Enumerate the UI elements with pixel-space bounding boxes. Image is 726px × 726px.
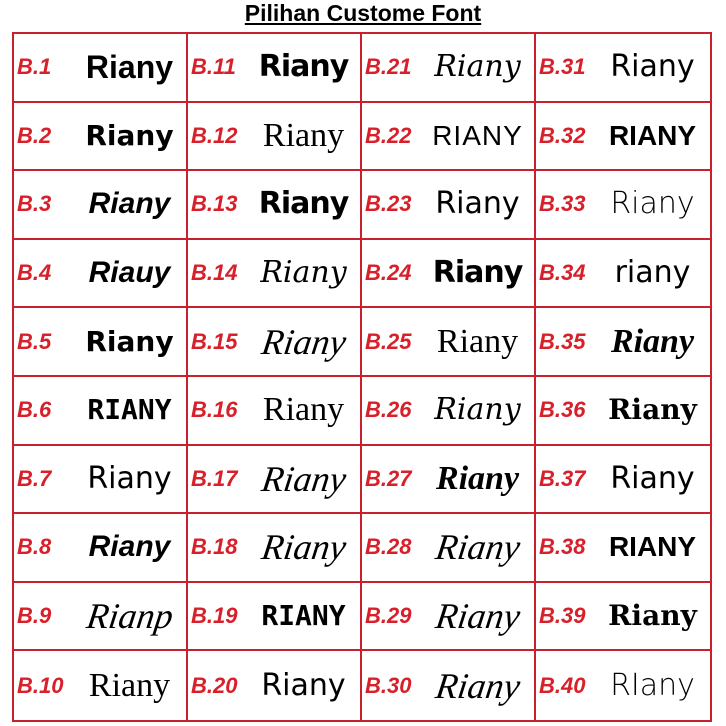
font-sample-glyphs: Rianp [83,596,176,637]
font-sample-text [77,258,186,288]
page-title [0,0,726,28]
font-sample-glyphs: Riany [610,322,695,360]
font-code-label: B.3 [17,191,52,217]
font-sample-glyphs: Riany [85,49,174,86]
font-sample-text [77,596,186,637]
font-option-cell [362,514,536,583]
font-code-label: B.29 [365,603,412,629]
font-sample-text [599,255,710,291]
font-option-cell [188,171,362,240]
font-sample-glyphs: Riany [608,599,697,633]
font-sample-text [599,186,710,222]
font-code-label: B.34 [539,260,586,286]
font-option-cell [14,651,188,720]
font-option-cell [536,583,710,652]
font-option-cell [362,308,536,377]
font-option-cell [14,34,188,103]
font-sample-text [251,458,360,499]
font-option-cell [14,514,188,583]
font-option-cell [14,583,188,652]
font-sample-text [77,324,186,358]
font-sample-glyphs: Riany [85,324,174,358]
font-sample-glyphs: Riany [434,392,521,428]
font-sample-text [77,189,186,219]
font-option-cell [14,308,188,377]
font-sample-glyphs: Riany [608,393,697,427]
font-code-label: B.39 [539,603,586,629]
font-sample-text [251,599,360,633]
font-sample-text [599,533,710,561]
font-sample-text [251,393,360,427]
font-sample-text [251,116,360,154]
font-option-cell [536,34,710,103]
font-code-label: B.28 [365,534,412,560]
font-sample-glyphs: Riany [610,186,695,222]
font-code-label: B.24 [365,260,412,286]
font-sample-glyphs: RIANY [87,393,172,427]
font-option-cell [536,514,710,583]
font-code-label: B.20 [191,672,238,698]
font-option-cell [536,103,710,172]
font-sample-glyphs: Riauy [88,256,171,290]
font-sample-glyphs: Riany [258,49,349,85]
font-code-label: B.35 [539,328,586,354]
font-sample-text [425,665,534,706]
font-code-label: B.9 [17,603,52,629]
font-option-cell [188,651,362,720]
font-option-cell [362,34,536,103]
font-code-label: B.17 [191,465,238,491]
font-option-cell [362,171,536,240]
font-option-cell [362,103,536,172]
font-code-label: B.6 [17,397,52,423]
font-sample-text [599,49,710,85]
font-sample-glyphs: Riany [85,118,174,152]
font-sample-text [77,118,186,152]
font-code-label: B.13 [191,191,238,217]
font-sample-text [425,596,534,637]
font-code-label: B.36 [539,397,586,423]
font-sample-glyphs: Riany [610,49,695,85]
font-sample-glyphs: Riany [258,321,349,362]
font-code-label: B.40 [539,672,586,698]
font-code-label: B.33 [539,191,586,217]
font-sample-glyphs: Riany [434,49,521,85]
font-code-label: B.7 [17,465,52,491]
font-sample-text [599,599,710,633]
font-sample-glyphs: Riany [258,527,349,568]
font-sample-glyphs: Riany [258,186,349,222]
font-sample-glyphs: RIANY [608,119,697,151]
font-sample-glyphs: RIany [610,667,695,703]
font-option-cell [536,651,710,720]
font-sample-glyphs: Riany [258,458,349,499]
font-code-label: B.18 [191,534,238,560]
font-option-cell [536,377,710,446]
font-code-label: B.26 [365,397,412,423]
font-sample-glyphs: RIANY [261,599,346,633]
font-sample-text [251,527,360,568]
font-option-cell [536,240,710,309]
font-sample-glyphs: Riany [432,596,523,637]
font-sample-glyphs: Riany [610,460,695,496]
font-sample-text [425,392,534,428]
font-sample-text [251,186,360,222]
font-sample-text [425,322,534,360]
font-sample-glyphs: Riany [435,459,520,497]
font-sample-text [425,49,534,85]
font-sample-text [251,255,360,291]
font-sample-glyphs: Riany [88,666,171,704]
font-sample-glyphs: Riany [261,667,346,703]
font-option-cell [14,377,188,446]
font-sample-glyphs: Riany [88,187,171,221]
font-code-label: B.2 [17,122,52,148]
font-code-label: B.30 [365,672,412,698]
font-option-cell [188,514,362,583]
font-sample-glyphs: Riany [435,186,520,222]
font-sample-glyphs: Riany [436,322,519,360]
font-code-label: B.10 [17,672,64,698]
font-code-label: B.27 [365,465,412,491]
font-sample-glyphs: Riany [260,255,347,291]
font-sample-glyphs: Riany [88,530,171,564]
font-sample-glyphs: riany [614,255,691,291]
page-title-text: Pilihan Custome Font [244,0,482,26]
font-option-cell [362,446,536,515]
font-option-cell [536,308,710,377]
font-option-cell [536,171,710,240]
font-sample-text [77,49,186,86]
font-option-cell [188,34,362,103]
font-sample-text [251,321,360,362]
font-code-label: B.19 [191,603,238,629]
font-sample-glyphs: Riany [432,527,523,568]
font-code-label: B.14 [191,260,238,286]
font-sample-text [599,460,710,496]
font-sample-text [77,532,186,562]
font-sample-text [77,393,186,427]
font-sample-glyphs: RIANY [432,119,523,151]
font-option-cell [362,377,536,446]
font-code-label: B.37 [539,465,586,491]
font-code-label: B.22 [365,122,412,148]
font-code-label: B.5 [17,328,52,354]
font-option-cell [188,308,362,377]
font-sample-glyphs: Riany [432,255,523,291]
font-option-cell [188,377,362,446]
font-code-label: B.38 [539,534,586,560]
font-sample-text [599,393,710,427]
font-sample-glyphs: RIANY [608,531,697,563]
font-code-label: B.25 [365,328,412,354]
font-code-label: B.11 [191,54,236,80]
font-sample-glyphs: Riany [87,460,172,496]
font-sample-text [425,527,534,568]
font-sample-text [425,119,534,151]
font-option-cell [14,240,188,309]
font-option-cell [188,103,362,172]
font-options-grid [12,32,712,722]
font-sample-glyphs: Riany [262,391,345,429]
font-option-cell [362,240,536,309]
font-code-label: B.8 [17,534,52,560]
font-code-label: B.4 [17,260,52,286]
font-option-cell [14,103,188,172]
font-code-label: B.31 [539,54,586,80]
font-sample-text [77,460,186,496]
font-sample-text [425,186,534,222]
font-sample-text [599,667,710,703]
font-code-label: B.23 [365,191,412,217]
font-code-label: B.1 [17,54,52,80]
font-sample-text [251,49,360,85]
font-code-label: B.15 [191,328,238,354]
font-option-cell [362,583,536,652]
font-option-cell [14,446,188,515]
font-sample-glyphs: Riany [432,665,523,706]
font-option-cell [362,651,536,720]
font-sample-text [599,322,710,360]
font-code-label: B.21 [365,54,412,80]
font-code-label: B.32 [539,122,586,148]
font-option-cell [14,171,188,240]
font-code-label: B.16 [191,397,238,423]
font-sample-text [77,666,186,704]
font-code-label: B.12 [191,122,238,148]
font-sample-text [425,459,534,497]
font-option-cell [188,240,362,309]
font-option-cell [188,583,362,652]
font-option-cell [188,446,362,515]
font-sample-text [251,667,360,703]
font-option-cell [536,446,710,515]
font-sample-glyphs: Riany [262,116,345,154]
font-sample-text [599,119,710,151]
font-sample-text [425,255,534,291]
